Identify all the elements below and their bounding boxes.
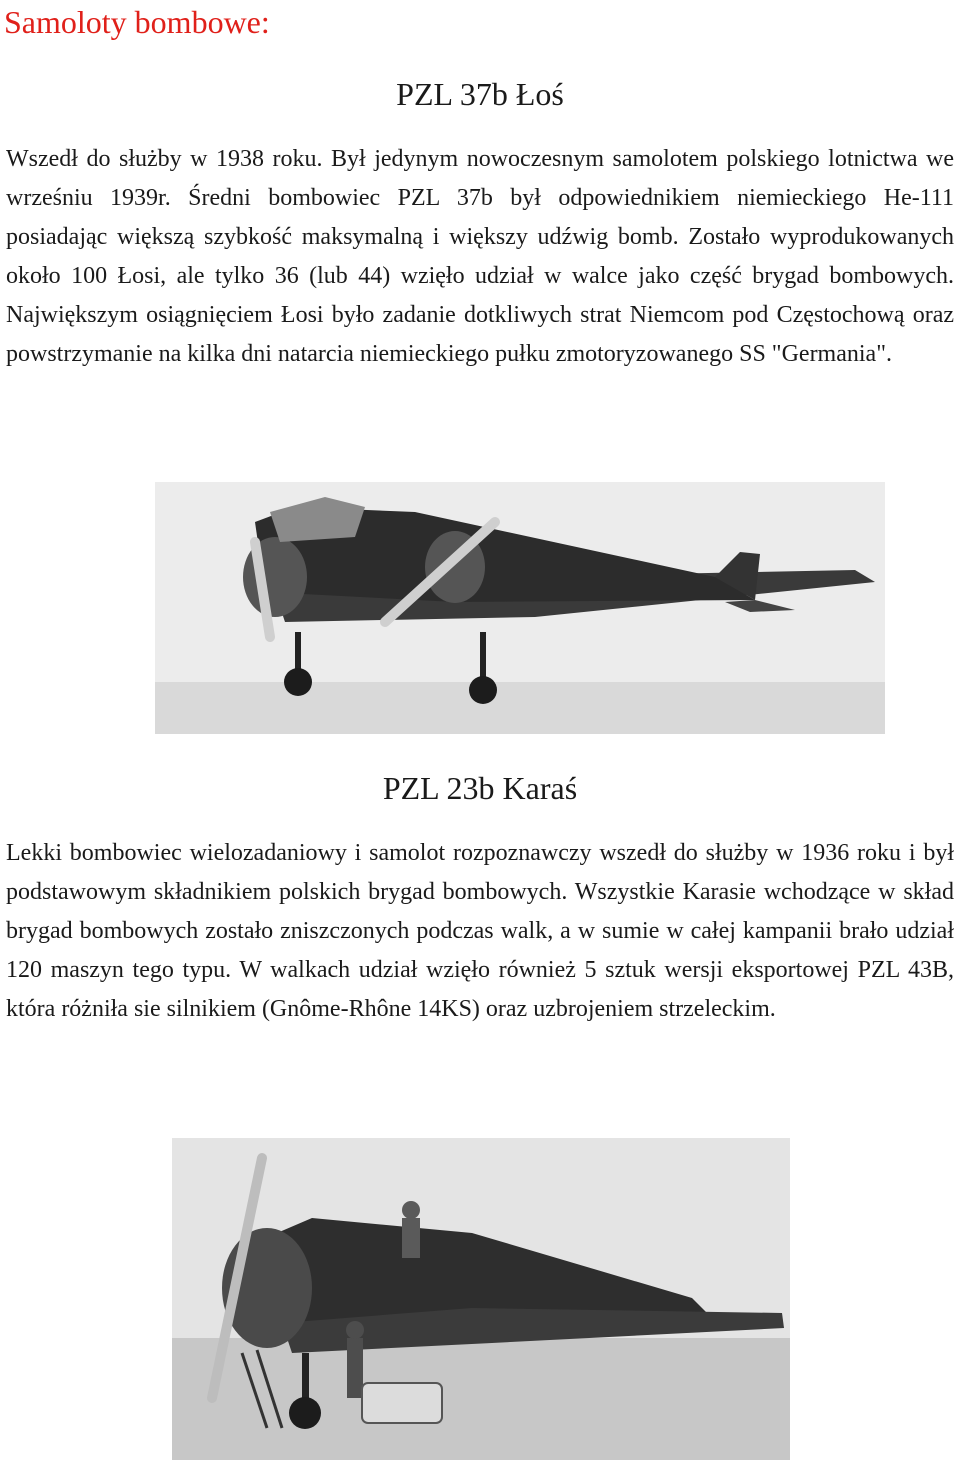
pzl37-bomber-image bbox=[155, 482, 885, 734]
pzl23-photo bbox=[172, 1138, 790, 1460]
pzl23-bomber-image bbox=[172, 1138, 790, 1460]
aircraft-description-pzl37: Wszedł do służby w 1938 roku. Był jedynym nowoczesnym samolotem polskiego lotnictwa we wrześniu 1939r. Średni bombowiec PZL 37b był odpowiednikiem niemieckiego He-111 posiadając większą szybkość maksymalną i większy udźwig bomb. Zostało wyprodukowanych około 100 Łosi, ale tylko 36 (lub 44) wzięło udział w walce jako część brygad bombowych. Największym osiągnięciem Łosi było zadanie dotkliwych strat Niemcom pod Częstochową oraz powstrzymanie na kilka dni natarcia niemieckiego pułku zmotoryzowanego SS "Germania". bbox=[6, 146, 954, 367]
aircraft-description-pzl23: Lekki bombowiec wielozadaniowy i samolot rozpoznawczy wszedł do służby w 1936 roku i był podstawowym składnikiem polskich brygad bombowych. Wszystkie Karasie wchodzące w skład brygad bombowych zostało zniszczonych podczas walk, a w sumie w całej kampanii brało udział 120 maszyn tego typu. W walkach udział wzięło również 5 sztuk wersji eksportowej PZL 43B, która różniła sie silnikiem (Gnôme-Rhône 14KS) oraz uzbrojeniem strzeleckim. bbox=[6, 840, 954, 1022]
aircraft-title-pzl37: PZL 37b Łoś bbox=[396, 76, 564, 112]
page-title: Samoloty bombowe: bbox=[4, 4, 270, 40]
aircraft-title-pzl23: PZL 23b Karaś bbox=[382, 770, 578, 806]
pzl37-photo bbox=[155, 482, 885, 734]
